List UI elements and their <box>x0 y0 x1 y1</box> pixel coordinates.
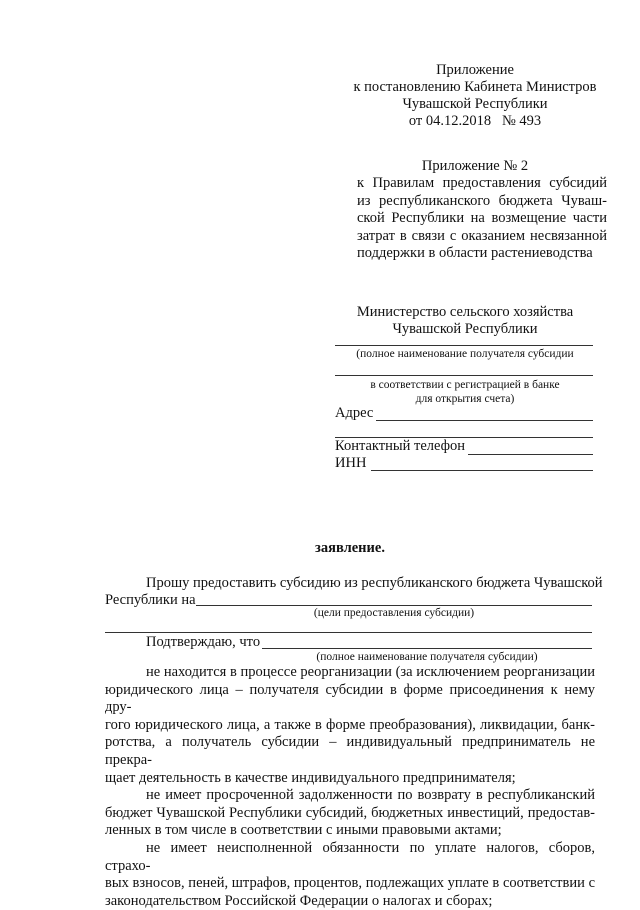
addressee-line-1: Министерство сельского хозяйства <box>356 304 574 320</box>
annex2-line: ской Республики на возмещение части <box>357 210 607 227</box>
para-debt-line: ленных в том числе в соответствии с иными правовыми актами; <box>105 822 502 839</box>
annex-line-3: Чувашской Республики <box>402 96 548 112</box>
annex-title: Приложение <box>436 62 514 78</box>
phone-field[interactable] <box>468 454 593 455</box>
annex-date-number: от 04.12.2018 № 493 <box>408 113 542 129</box>
bank-registration-hint-2: для открытия счета) <box>415 393 515 405</box>
para-taxes-first: не имеет неисполненной обязанности по уплате налогов, сборов, страхо- <box>105 839 595 874</box>
annex2-title: Приложение № 2 <box>421 158 529 174</box>
annex-line-2: к постановлению Кабинета Министров <box>353 79 597 95</box>
para-reorganization-line: гого юридического лица, а также в форме преобразования), ликвидации, банк- <box>105 716 595 733</box>
statement-title: заявление. <box>315 540 385 556</box>
subsidy-purpose-field[interactable] <box>196 605 592 606</box>
subsidy-purpose-field-line-2[interactable] <box>105 632 592 633</box>
annex2-line: к Правилам предоставления субсидий <box>357 175 607 191</box>
para-debt-first: не имеет просроченной задолженности по возврату в республиканский <box>146 787 595 804</box>
recipient-confirm-hint: (полное наименование получателя субсидии) <box>316 651 538 663</box>
inn-label: ИНН <box>335 455 367 471</box>
annex2-line: из республиканского бюджета Чуваш- <box>357 192 607 209</box>
recipient-name-field[interactable] <box>335 345 593 346</box>
bank-registration-hint-1: в соответствии с регистрацией в банке <box>370 379 560 391</box>
para-taxes-line: вых взносов, пеней, штрафов, процентов, подлежащих уплате в соответствии с <box>105 875 595 892</box>
request-line-2: Республики на <box>105 592 196 608</box>
statement-body <box>105 664 595 910</box>
para-reorganization-line: юридического лица – получателя субсидии в форме присоединения к нему дру- <box>105 681 595 716</box>
recipient-confirm-field[interactable] <box>262 648 592 649</box>
address-field[interactable] <box>376 420 593 421</box>
para-debt-line: бюджет Чувашской Республики субсидий, бюджетных инвестиций, предостав- <box>105 804 595 821</box>
phone-label: Контактный телефон <box>335 438 466 454</box>
address-label: Адрес <box>335 405 374 421</box>
addressee-line-2: Чувашской Республики <box>392 321 538 337</box>
confirm-label: Подтверждаю, что <box>146 634 261 650</box>
recipient-name-hint: (полное наименование получателя субсидии <box>356 348 574 360</box>
request-line-1: Прошу предоставить субсидию из республиканского бюджета Чувашской <box>146 575 603 591</box>
bank-registration-field[interactable] <box>335 375 593 376</box>
annex2-line: затрат в связи с оказанием несвязанной <box>357 227 607 244</box>
inn-field[interactable] <box>371 470 593 471</box>
annex2-line: поддержки в области растениеводства <box>357 245 593 262</box>
para-reorganization-line: ротства, а получатель субсидии – индивидуальный предприниматель не прекра- <box>105 734 595 768</box>
annex2-text <box>357 175 607 263</box>
para-reorganization-line: щает деятельность в качестве индивидуального предпринимателя; <box>105 769 516 786</box>
para-taxes-line: законодательством Российской Федерации о налогах и сборах; <box>105 892 493 909</box>
para-reorganization-first: не находится в процессе реорганизации (за исключением реорганизации <box>146 664 595 680</box>
subsidy-purpose-hint: (цели предоставления субсидии) <box>313 607 475 619</box>
